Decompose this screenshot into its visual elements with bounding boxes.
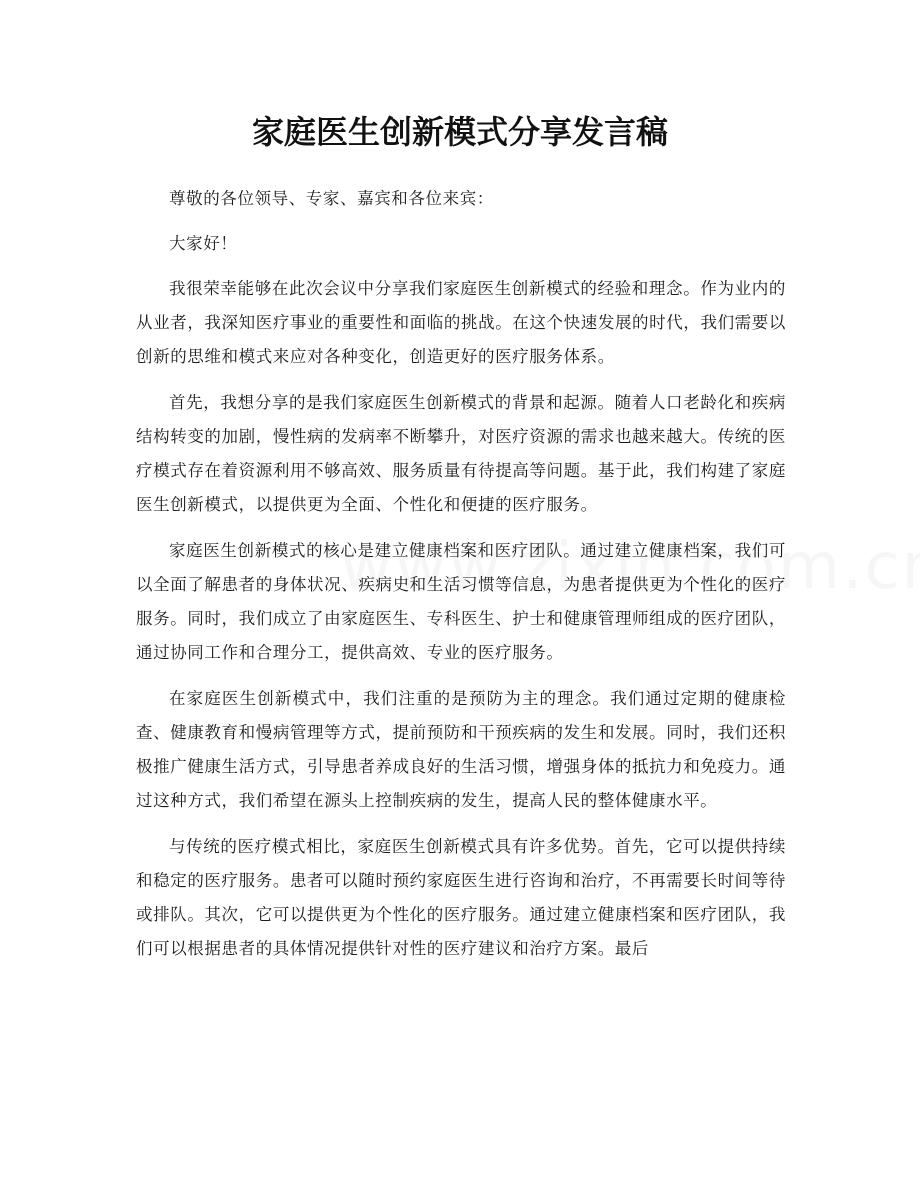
document-body [136,182,786,966]
document-title: 家庭医生创新模式分享发言稿 [251,113,668,151]
intro-paragraph: 我很荣幸能够在此次会议中分享我们家庭医生创新模式的经验和理念。作为业内的从业者，我深知医疗事业的重要性和面临的挑战。在这个快速发展的时代，我们需要以创新的思维和模式来应对各种变化，创造更好的医疗服务体系。 [136,279,786,366]
salutation-paragraph: 尊敬的各位领导、专家、嘉宾和各位来宾： [169,189,494,208]
core-paragraph: 家庭医生创新模式的核心是建立健康档案和医疗团队。通过建立健康档案，我们可以全面了解患者的身体状况、疾病史和生活习惯等信息，为患者提供更为个性化的医疗服务。同时，我们成立了由家庭医生、专科医生、护士和健康管理师组成的医疗团队，通过协同工作和合理分工，提供高效、专业的医疗服务。 [136,541,786,662]
background-paragraph: 首先，我想分享的是我们家庭医生创新模式的背景和起源。随着人口老龄化和疾病结构转变的加剧，慢性病的发病率不断攀升，对医疗资源的需求也越来越大。传统的医疗模式存在着资源利用不够高效、服务质量有待提高等问题。基于此，我们构建了家庭医生创新模式，以提供更为全面、个性化和便捷的医疗服务。 [136,393,786,514]
greeting-paragraph: 大家好！ [169,234,238,253]
advantages-paragraph: 与传统的医疗模式相比，家庭医生创新模式具有许多优势。首先，它可以提供持续和稳定的医疗服务。患者可以随时预约家庭医生进行咨询和治疗，不再需要长时间等待或排队。其次，它可以提供更为个性化的医疗服务。通过建立健康档案和医疗团队，我们可以根据患者的具体情况提供针对性的医疗建议和治疗方案。最后 [136,837,786,958]
prevention-paragraph: 在家庭医生创新模式中，我们注重的是预防为主的理念。我们通过定期的健康检查、健康教育和慢病管理等方式，提前预防和干预疾病的发生和发展。同时，我们还积极推广健康生活方式，引导患者养成良好的生活习惯，增强身体的抵抗力和免疫力。通过这种方式，我们希望在源头上控制疾病的发生，提高人民的整体健康水平。 [136,689,786,810]
